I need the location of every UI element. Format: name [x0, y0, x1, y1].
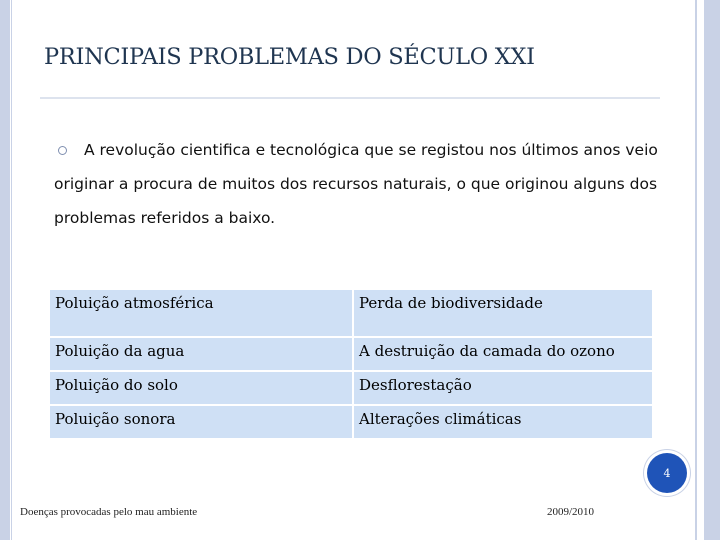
table-cell: Alterações climáticas: [353, 405, 653, 439]
page-number-badge: 4: [647, 453, 687, 493]
table-cell: Poluição sonora: [49, 405, 353, 439]
table-row: [49, 371, 653, 405]
title-divider: [40, 97, 660, 99]
table-cell: A destruição da camada do ozono: [353, 337, 653, 371]
table-row: [49, 337, 653, 371]
table-cell: Poluição da agua: [49, 337, 353, 371]
table-cell: Poluição do solo: [49, 371, 353, 405]
problems-table: [48, 288, 654, 440]
footer-date: 2009/2010: [547, 506, 595, 518]
slide-frame-left: [0, 0, 10, 540]
table-row: [49, 289, 653, 337]
slide-frame-right: [692, 0, 720, 540]
table-row: [49, 405, 653, 439]
slide-title: PRINCIPAIS PROBLEMAS DO SÉCULO XXI: [44, 44, 535, 70]
table-cell: Perda de biodiversidade: [353, 289, 653, 337]
footer-title: Doenças provocadas pelo mau ambiente: [20, 506, 198, 518]
table-cell: Poluição atmosférica: [49, 289, 353, 337]
bullet-paragraph: A revolução cientifica e tecnológica que se registou nos últimos anos veio originar a procura de muitos dos recursos naturais, o que originou alguns dos problemas referidos a baixo.: [54, 141, 658, 227]
table-cell: Desflorestação: [353, 371, 653, 405]
